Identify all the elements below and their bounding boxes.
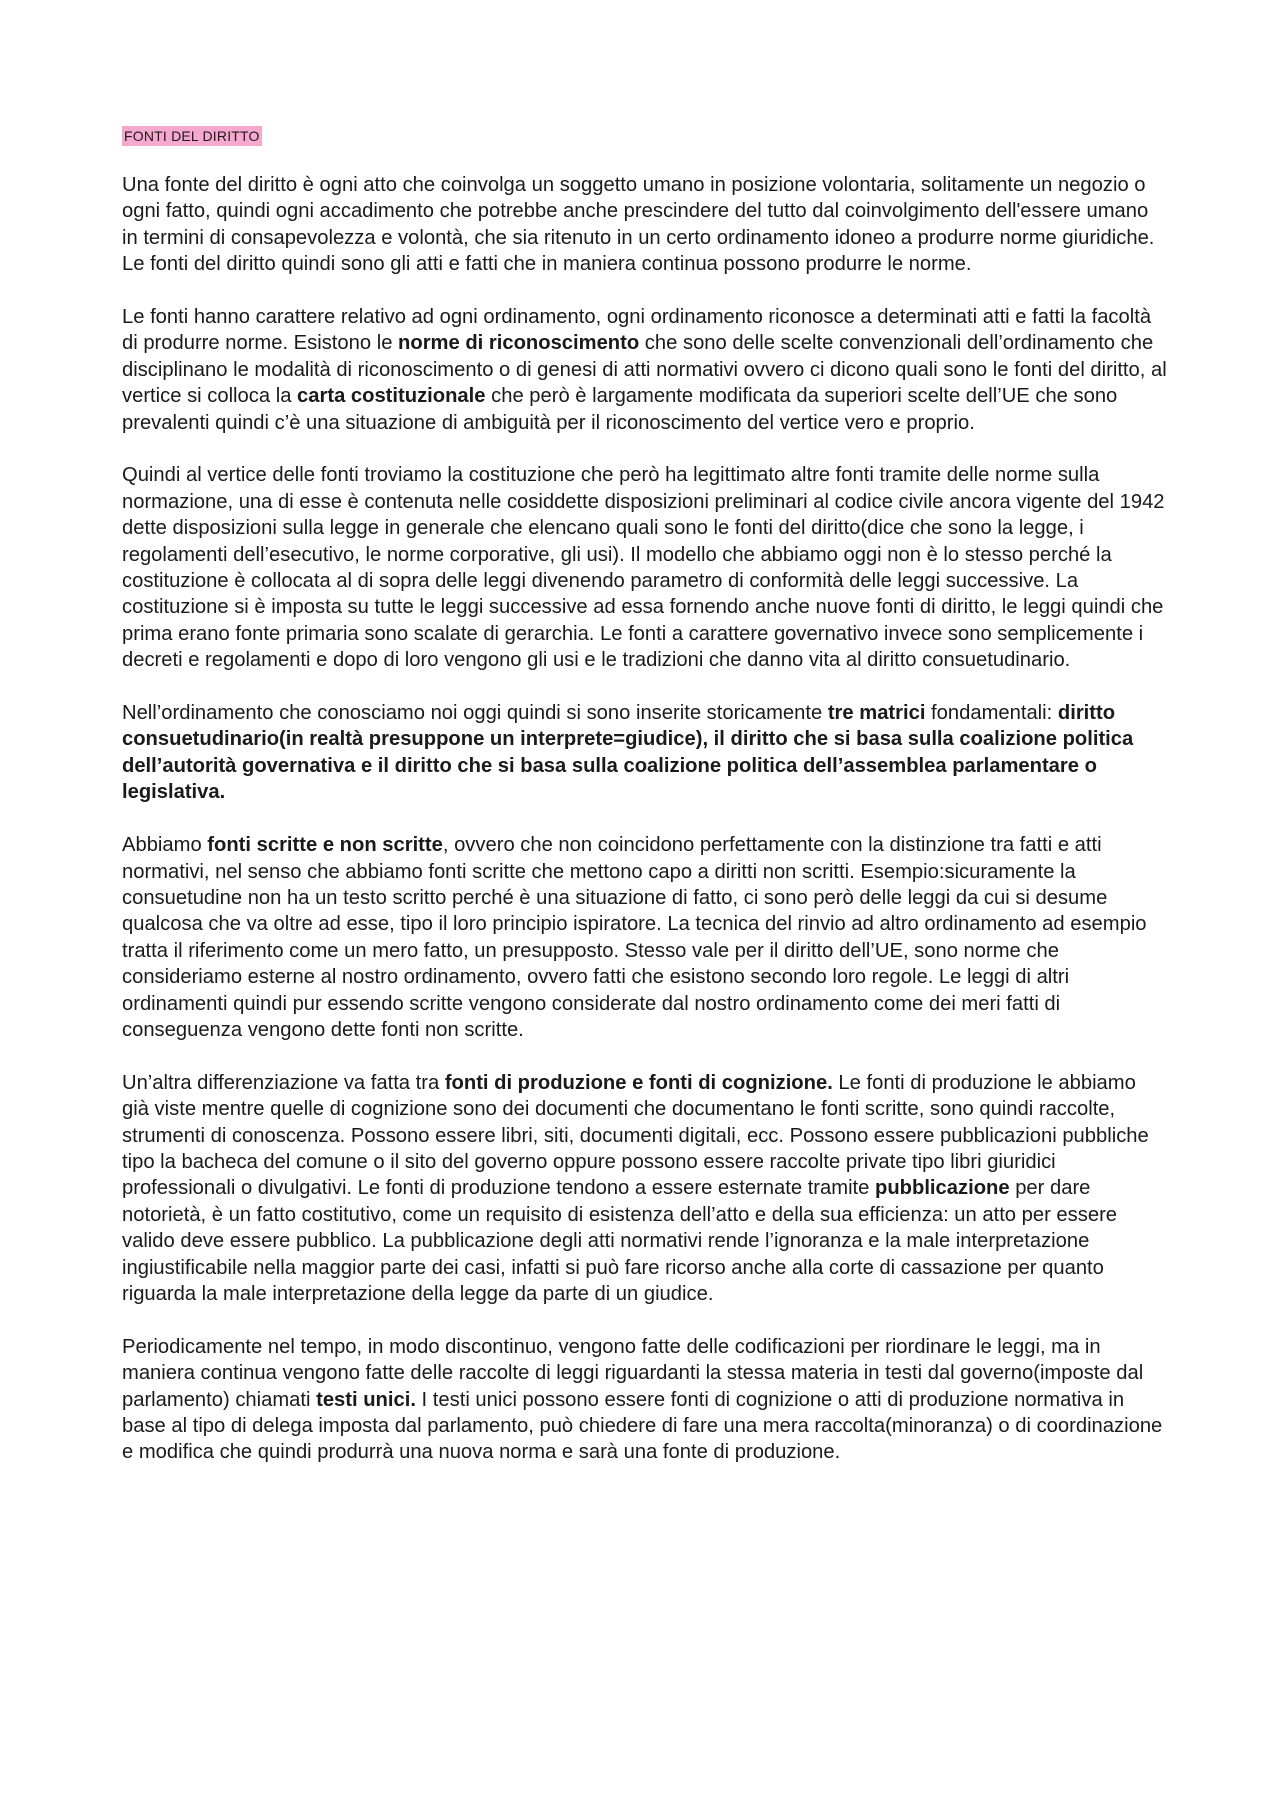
text-run: che sono delle scelte convenzionali dell’ordinamento che disciplinano le modalità di riconoscimento o di genesi di atti normativi ovvero ci dicono quali sono le fonti del diritto, al vertice si colloca la	[122, 332, 1167, 408]
text-run: Una fonte del diritto è ogni atto che coinvolga un soggetto umano in posizione volontaria, solitamente un negozio o ogni fatto, quindi ogni accadimento che potrebbe anche prescindere del tutto dal coinvolgimento dell'essere umano in termini di consapevolezza e volontà, che sia ritenuto in un certo ordinamento idoneo a produrre norme giuridiche. Le fonti del diritto quindi sono gli atti e fatti che in maniera continua possono produrre le norme.	[122, 174, 1155, 276]
text-run: che però è largamente modificata da superiori scelte dell’UE che sono prevalenti quindi c’è una situazione di ambiguità per il riconoscimento del vertice vero e proprio.	[122, 385, 1118, 434]
text-run: Quindi al vertice delle fonti troviamo la costituzione che però ha legittimato altre fonti tramite delle norme sulla normazione, una di esse è contenuta nelle cosiddette disposizioni preliminari al codice civile ancora vigente del 1942 dette disposizioni sulla legge in generale che elencano quali sono le fonti del diritto(dice che sono la legge, i regolamenti dell’esecutivo, le norme corporative, gli usi). Il modello che abbiamo oggi non è lo stesso perché la costituzione è collocata al di sopra delle leggi divenendo parametro di conformità delle leggi successive. La costituzione si è imposta su tutte le leggi successive ad essa fornendo anche nuove fonti di diritto, le leggi quindi che prima erano fonte primaria sono scalate di gerarchia. Le fonti a carattere governativo invece sono semplicemente i decreti e regolamenti e dopo di loro vengono gli usi e le tradizioni che danno vita al diritto consuetudinario.	[122, 464, 1165, 672]
bold-text: fonti scritte e non scritte	[207, 834, 443, 857]
text-run: per dare notorietà, è un fatto costitutivo, come un requisito di esistenza dell’atto e della sua efficienza: un atto per essere valido deve essere pubblico. La pubblicazione degli atti normativi rende l’ignoranza e la male interpretazione ingiustificabile nella maggior parte dei casi, infatti si può fare ricorso anche alla corte di cassazione per quanto riguarda la male interpretazione della legge da parte di un giudice.	[122, 1177, 1118, 1305]
text-run: Le fonti di produzione le abbiamo già viste mentre quelle di cognizione sono dei documenti che documentano le fonti scritte, sono quindi raccolte, strumenti di conoscenza. Possono essere libri, siti, documenti digitali, ecc. Possono essere pubblicazioni pubbliche tipo la bacheca del comune o il sito del governo oppure possono essere raccolte private tipo libri giuridici professionali o divulgativi. Le fonti di produzione tendono a essere esternate tramite	[122, 1071, 1149, 1200]
bold-text: testi unici.	[316, 1388, 416, 1411]
bold-text: fonti di produzione e fonti di cognizione.	[444, 1071, 833, 1094]
bold-text: tre matrici	[827, 702, 926, 725]
document-body	[122, 172, 1168, 1466]
paragraph	[122, 1334, 1168, 1466]
bold-text: pubblicazione	[875, 1177, 1010, 1200]
text-run: Abbiamo	[122, 834, 208, 857]
text-run: Le fonti hanno carattere relativo ad ogni ordinamento, ogni ordinamento riconosce a determinati atti e fatti la facoltà di produrre norme. Esistono le	[122, 306, 1152, 355]
text-run: Un’altra differenziazione va fatta tra	[122, 1071, 445, 1094]
text-run: Periodicamente nel tempo, in modo discontinuo, vengono fatte delle codificazioni per riordinare le leggi, ma in maniera continua vengono fatte delle raccolte di leggi riguardanti la stessa materia in testi dal governo(imposte dal parlamento) chiamati	[122, 1335, 1144, 1411]
bold-text: carta costituzionale	[297, 385, 486, 408]
document-page	[122, 122, 1168, 1492]
bold-text: norme di riconoscimento	[398, 332, 640, 355]
text-run: fondamentali:	[925, 702, 1058, 725]
paragraph	[122, 1070, 1168, 1308]
text-run: I testi unici possono essere fonti di cognizione o atti di produzione normativa in base al tipo di delega imposta dal parlamento, può chiedere di fare una mera raccolta(minoranza) o di coordinazione e modifica che quindi produrrà una nuova norma e sarà una fonte di produzione.	[122, 1388, 1163, 1464]
document-title: FONTI DEL DIRITTO	[124, 128, 260, 144]
paragraph	[122, 304, 1168, 436]
paragraph	[122, 462, 1168, 673]
paragraph	[122, 172, 1168, 278]
text-run: Nell’ordinamento che conosciamo noi oggi quindi si sono inserite storicamente	[122, 702, 828, 725]
paragraph	[122, 832, 1168, 1043]
bold-text: diritto consuetudinario(in realtà presuppone un interprete=giudice), il diritto che si basa sulla coalizione politica dell’autorità governativa e il diritto che si basa sulla coalizione politica dell’assemblea parlamentare o legislativa.	[122, 702, 1134, 804]
text-run: , ovvero che non coincidono perfettamente con la distinzione tra fatti e atti normativi, nel senso che abbiamo fonti scritte che mettono capo a diritti non scritti. Esempio:sicuramente la consuetudine non ha un testo scritto perché è una situazione di fatto, ci sono però delle leggi da cui si desume qualcosa che va oltre ad esse, tipo il loro principio ispiratore. La tecnica del rinvio ad altro ordinamento ad esempio tratta il riferimento come un mero fatto, un presupposto. Stesso vale per il diritto dell’UE, sono norme che consideriamo esterne al nostro ordinamento, ovvero fatti che esistono secondo loro regole. Le leggi di altri ordinamenti quindi pur essendo scritte vengono considerate dal nostro ordinamento come dei meri fatti di conseguenza vengono dette fonti non scritte.	[122, 834, 1147, 1041]
paragraph	[122, 700, 1168, 806]
